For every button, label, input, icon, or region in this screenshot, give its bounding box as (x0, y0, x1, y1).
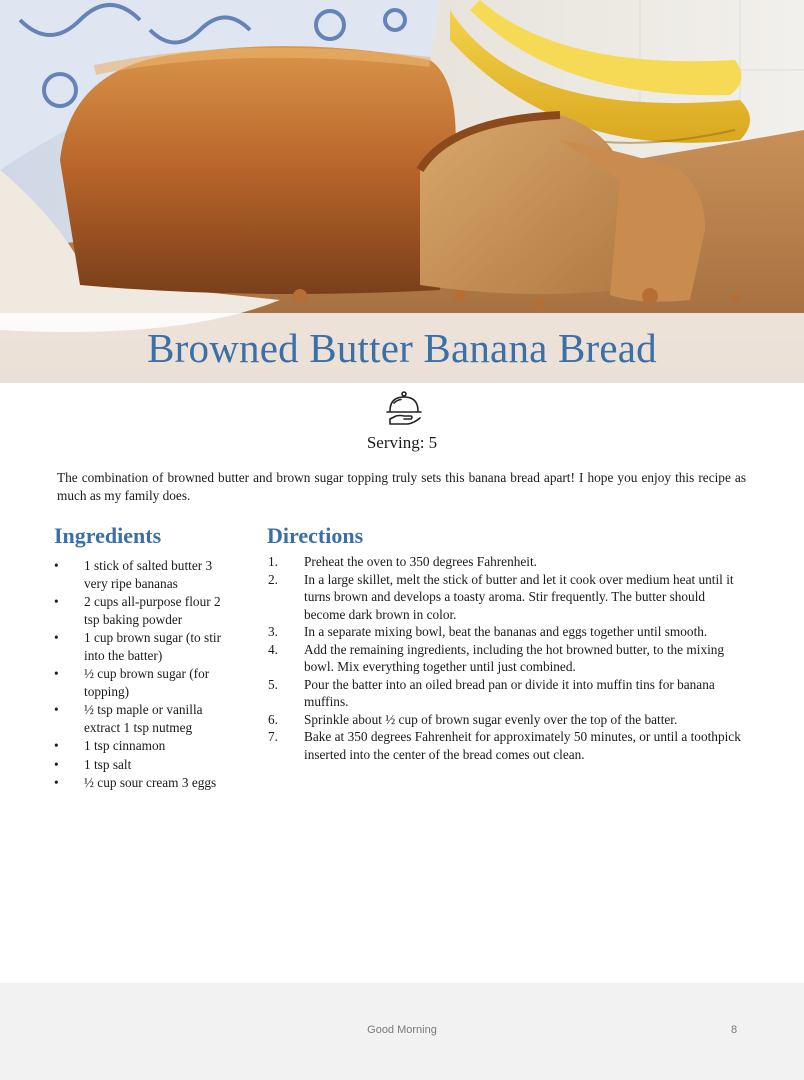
hero-image (0, 0, 804, 383)
direction-step: 6. Sprinkle about ½ cup of brown sugar evenly over the top of the batter. (268, 711, 678, 727)
direction-step: 5. Pour the batter into an oiled bread pan or divide it into muffin tins for banana muffins. (268, 676, 715, 709)
serving-cloche-icon (384, 389, 424, 429)
directions-list (266, 553, 744, 763)
recipe-intro: The combination of browned butter and brown sugar topping truly sets this banana bread apart! I hope you enjoy this recipe as much as my family does. (57, 470, 746, 503)
ingredients-heading: Ingredients (54, 523, 162, 548)
footer-title: Good Morning (367, 1024, 437, 1036)
title-band (0, 313, 804, 383)
direction-step: 2. In a large skillet, melt the stick of butter and let it cook over medium heat until it turns brown and develops a toasty aroma. Stir frequently. The butter should become dark brown in color. (268, 571, 734, 622)
ingredient-item: • 1 cup brown sugar (to stir into the batter) (54, 630, 222, 663)
serving-count: Serving: 5 (366, 433, 438, 452)
ingredient-item: • 1 stick of salted butter 3 very ripe bananas (54, 558, 213, 591)
ingredients-list (52, 557, 234, 793)
direction-step: 3. In a separate mixing bowl, beat the bananas and eggs together until smooth. (268, 624, 708, 639)
ingredient-item: • 1 tsp salt (54, 756, 132, 772)
direction-step: 4. Add the remaining ingredients, including the hot browned butter, to the mixing bowl. Mix everything together until just combined. (268, 641, 725, 674)
ingredient-item: • 2 cups all-purpose flour 2 tsp baking powder (54, 594, 221, 627)
directions-heading: Directions (267, 523, 364, 548)
ingredient-item: • ½ tsp maple or vanilla extract 1 tsp nutmeg (54, 702, 203, 735)
ingredient-item: • ½ cup sour cream 3 eggs (54, 775, 217, 790)
direction-step: 1. Preheat the oven to 350 degrees Fahrenheit. (268, 554, 537, 569)
ingredient-item: • ½ cup brown sugar (for topping) (54, 666, 210, 699)
ingredient-item: • 1 tsp cinnamon (54, 738, 166, 753)
recipe-title: Browned Butter Banana Bread (147, 325, 657, 371)
page-number: 8 (731, 1024, 738, 1036)
direction-step: 7. Bake at 350 degrees Fahrenheit for approximately 50 minutes, or until a toothpick inserted into the center of the bread comes out clean. (268, 729, 741, 762)
